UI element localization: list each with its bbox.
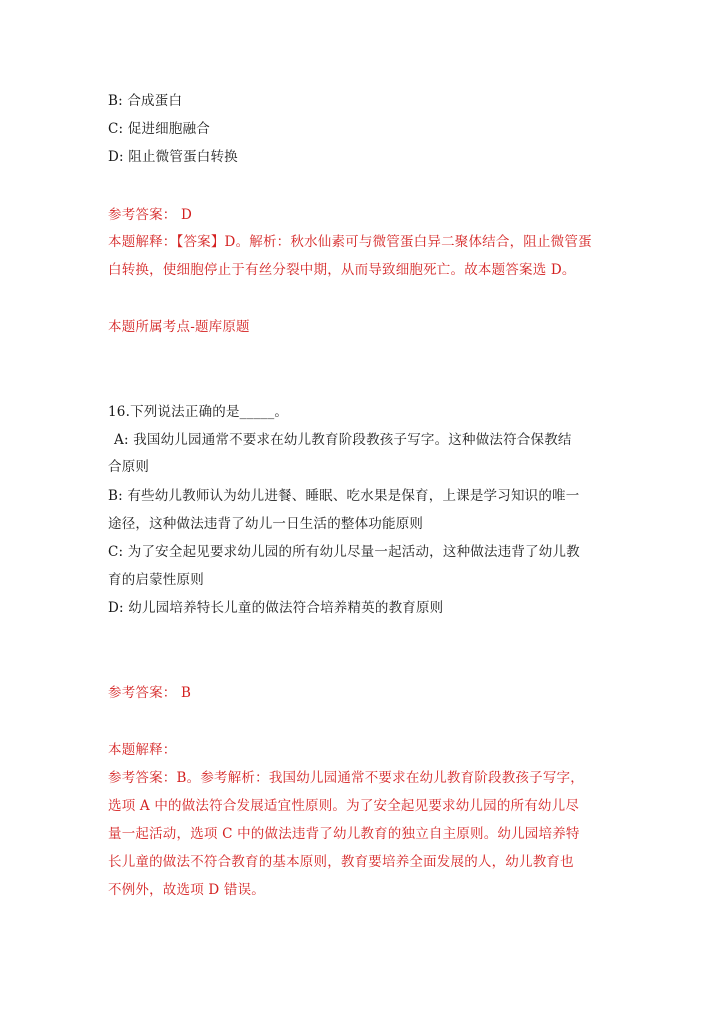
q16-explanation-line1: 参考答案：B。参考解析：我国幼儿园通常不要求在幼儿教育阶段教孩子写字， bbox=[108, 770, 584, 786]
q16-option-d: D: 幼儿园培养特长儿童的做法符合培养精英的教育原则 bbox=[108, 600, 444, 616]
q16-explanation-line2: 选项 A 中的做法符合发展适宜性原则。为了安全起见要求幼儿园的所有幼儿尽 bbox=[108, 798, 580, 814]
q16-option-c-line2: 育的启蒙性原则 bbox=[108, 572, 204, 588]
q15-option-b: B: 合成蛋白 bbox=[108, 93, 183, 109]
q15-category: 本题所属考点-题库原题 bbox=[108, 319, 250, 335]
q15-explanation-line2: 白转换，使细胞停止于有丝分裂中期，从而导致细胞死亡。故本题答案选 D。 bbox=[108, 262, 576, 278]
q15-answer: 参考答案： D bbox=[108, 207, 193, 223]
q16-stem: 16.下列说法正确的是_____。 bbox=[108, 404, 289, 420]
q16-answer: 参考答案： B bbox=[108, 685, 192, 701]
q16-option-a-line2: 合原则 bbox=[108, 459, 150, 475]
q16-explanation-line3: 量一起活动，选项 C 中的做法违背了幼儿教育的独立自主原则。幼儿园培养特 bbox=[108, 826, 580, 842]
q15-explanation-line1: 本题解释：【答案】D。解析：秋水仙素可与微管蛋白异二聚体结合，阻止微管蛋 bbox=[108, 234, 592, 250]
q16-option-b-line2: 途径，这种做法违背了幼儿一日生活的整体功能原则 bbox=[108, 516, 424, 532]
q16-option-a-line1: A: 我国幼儿园通常不要求在幼儿教育阶段教孩子写字。这种做法符合保教结 bbox=[114, 432, 572, 448]
q16-explanation-label: 本题解释： bbox=[108, 742, 177, 758]
q15-option-d: D: 阻止微管蛋白转换 bbox=[108, 149, 238, 165]
q16-option-c-line1: C: 为了安全起见要求幼儿园的所有幼儿尽量一起活动，这种做法违背了幼儿教 bbox=[108, 544, 580, 560]
q16-explanation-line4: 长儿童的做法不符合教育的基本原则，教育要培养全面发展的人，幼儿教育也 bbox=[108, 854, 574, 870]
q16-option-b-line1: B: 有些幼儿教师认为幼儿进餐、睡眠、吃水果是保育，上课是学习知识的唯一 bbox=[108, 488, 580, 504]
q16-explanation-line5: 不例外，故选项 D 错误。 bbox=[108, 882, 266, 898]
q15-option-c: C: 促进细胞融合 bbox=[108, 121, 210, 137]
